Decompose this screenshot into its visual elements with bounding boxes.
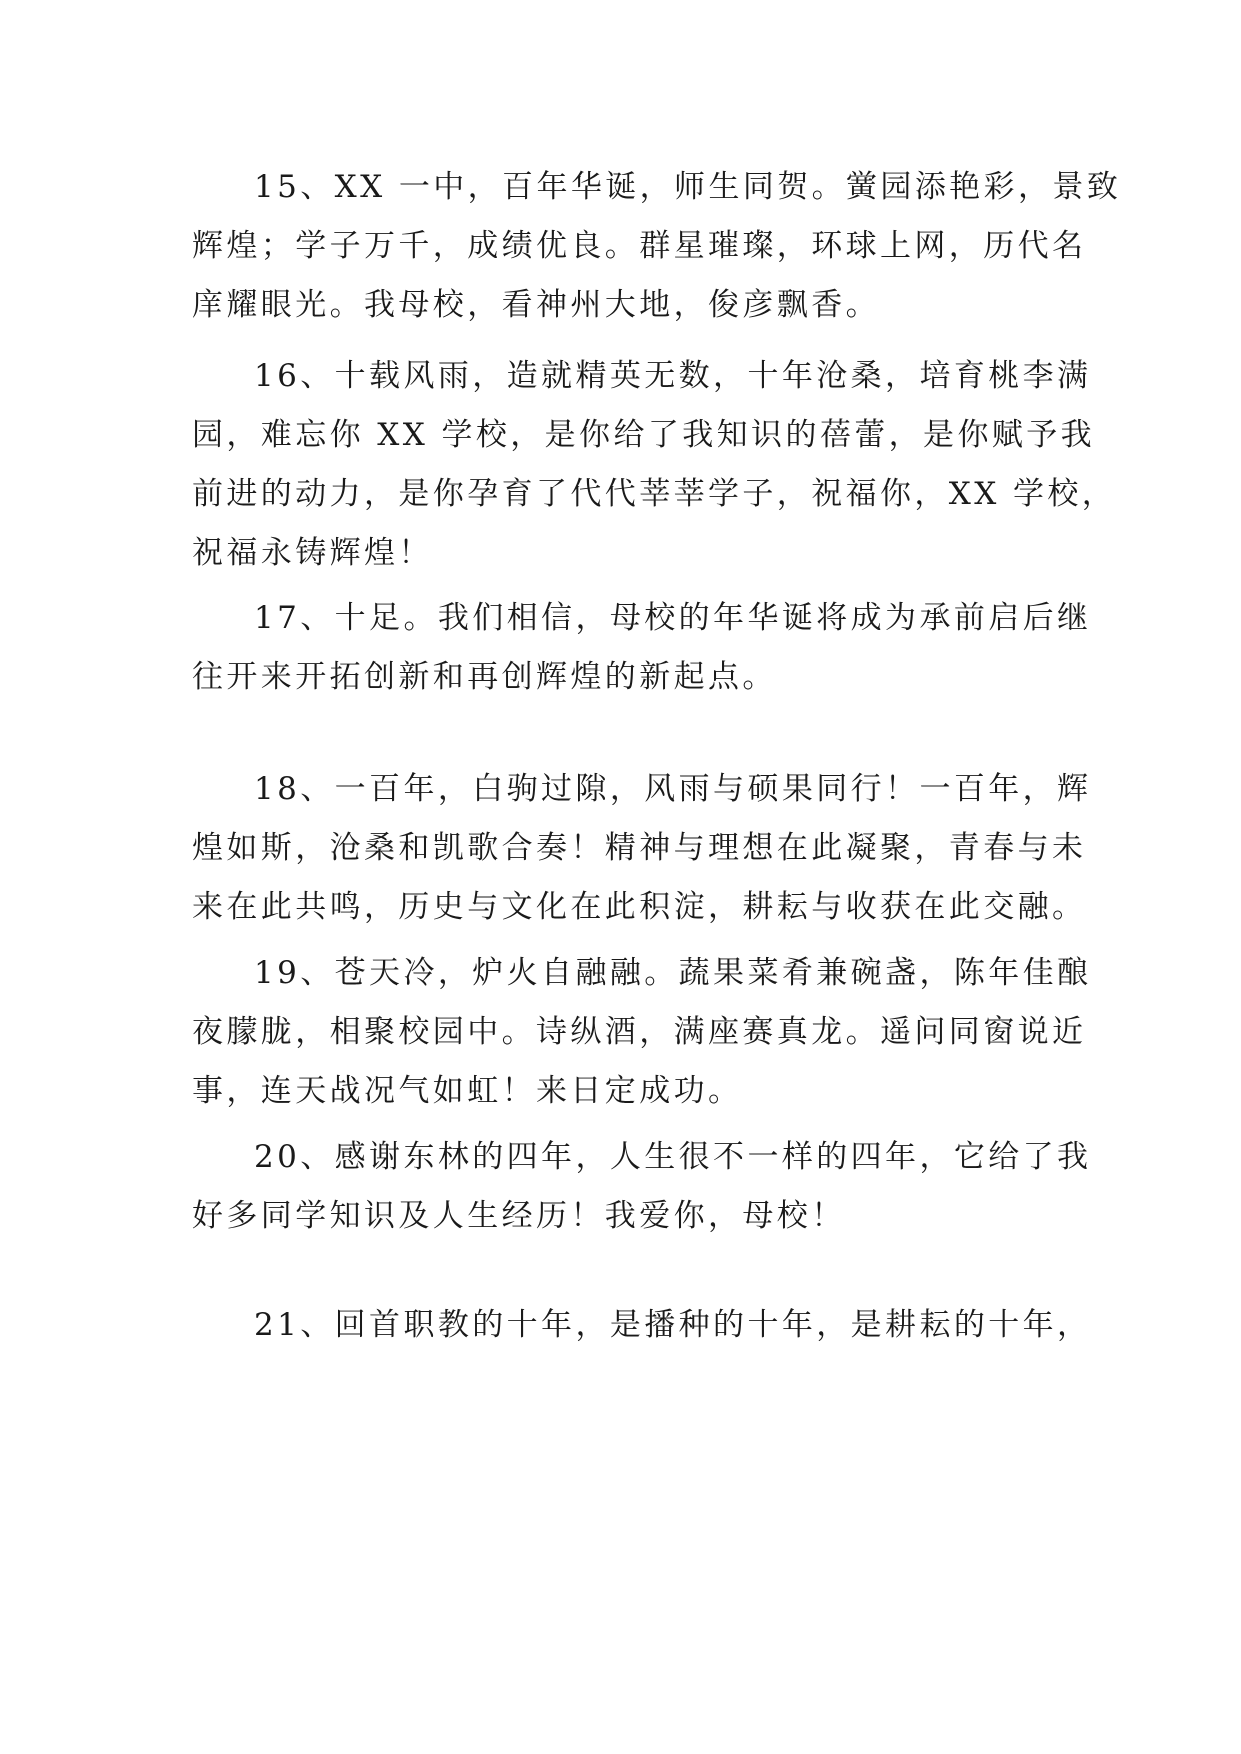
paragraph-line: 前进的动力，是你孕育了代代莘莘学子，祝福你，XX 学校， bbox=[192, 476, 1117, 512]
paragraph-line: 园，难忘你 XX 学校，是你给了我知识的蓓蕾，是你赋予我 bbox=[192, 417, 1096, 453]
paragraph-line: 来在此共鸣，历史与文化在此积淀，耕耘与收获在此交融。 bbox=[192, 889, 1087, 925]
paragraph-20 bbox=[192, 1128, 1092, 1246]
paragraph-line: 15、XX 一中，百年华诞，师生同贺。黉园添艳彩，景致 bbox=[254, 169, 1122, 205]
paragraph-line: 煌如斯，沧桑和凯歌合奏！精神与理想在此凝聚，青春与未 bbox=[192, 830, 1087, 866]
paragraph-17 bbox=[192, 589, 1092, 707]
paragraph-line: 16、十载风雨，造就精英无数，十年沧桑，培育桃李满 bbox=[254, 358, 1092, 394]
paragraph-line: 夜朦胧，相聚校园中。诗纵酒，满座赛真龙。遥问同窗说近 bbox=[192, 1014, 1087, 1050]
paragraph-19 bbox=[192, 944, 1092, 1121]
paragraph-line: 18、一百年，白驹过隙，风雨与硕果同行！一百年，辉 bbox=[254, 771, 1092, 807]
paragraph-15 bbox=[192, 158, 1122, 335]
paragraph-16 bbox=[192, 347, 1117, 583]
paragraph-line: 庠耀眼光。我母校，看神州大地，俊彦飘香。 bbox=[192, 287, 880, 323]
paragraph-line: 祝福永铸辉煌！ bbox=[192, 535, 433, 571]
paragraph-21 bbox=[192, 1296, 1092, 1355]
paragraph-line: 好多同学知识及人生经历！我爱你，母校！ bbox=[192, 1198, 846, 1234]
paragraph-line: 17、十足。我们相信，母校的年华诞将成为承前启后继 bbox=[254, 600, 1092, 636]
paragraph-line: 事，连天战况气如虹！来日定成功。 bbox=[192, 1073, 743, 1109]
paragraph-line: 21、回首职教的十年，是播种的十年，是耕耘的十年， bbox=[254, 1307, 1092, 1343]
paragraph-line: 20、感谢东林的四年，人生很不一样的四年，它给了我 bbox=[254, 1139, 1092, 1175]
paragraph-line: 19、苍天冷，炉火自融融。蔬果菜肴兼碗盏，陈年佳酿 bbox=[254, 955, 1092, 991]
paragraph-line: 辉煌；学子万千，成绩优良。群星璀璨，环球上网，历代名 bbox=[192, 228, 1087, 264]
paragraph-18 bbox=[192, 760, 1092, 937]
paragraph-line: 往开来开拓创新和再创辉煌的新起点。 bbox=[192, 659, 777, 695]
